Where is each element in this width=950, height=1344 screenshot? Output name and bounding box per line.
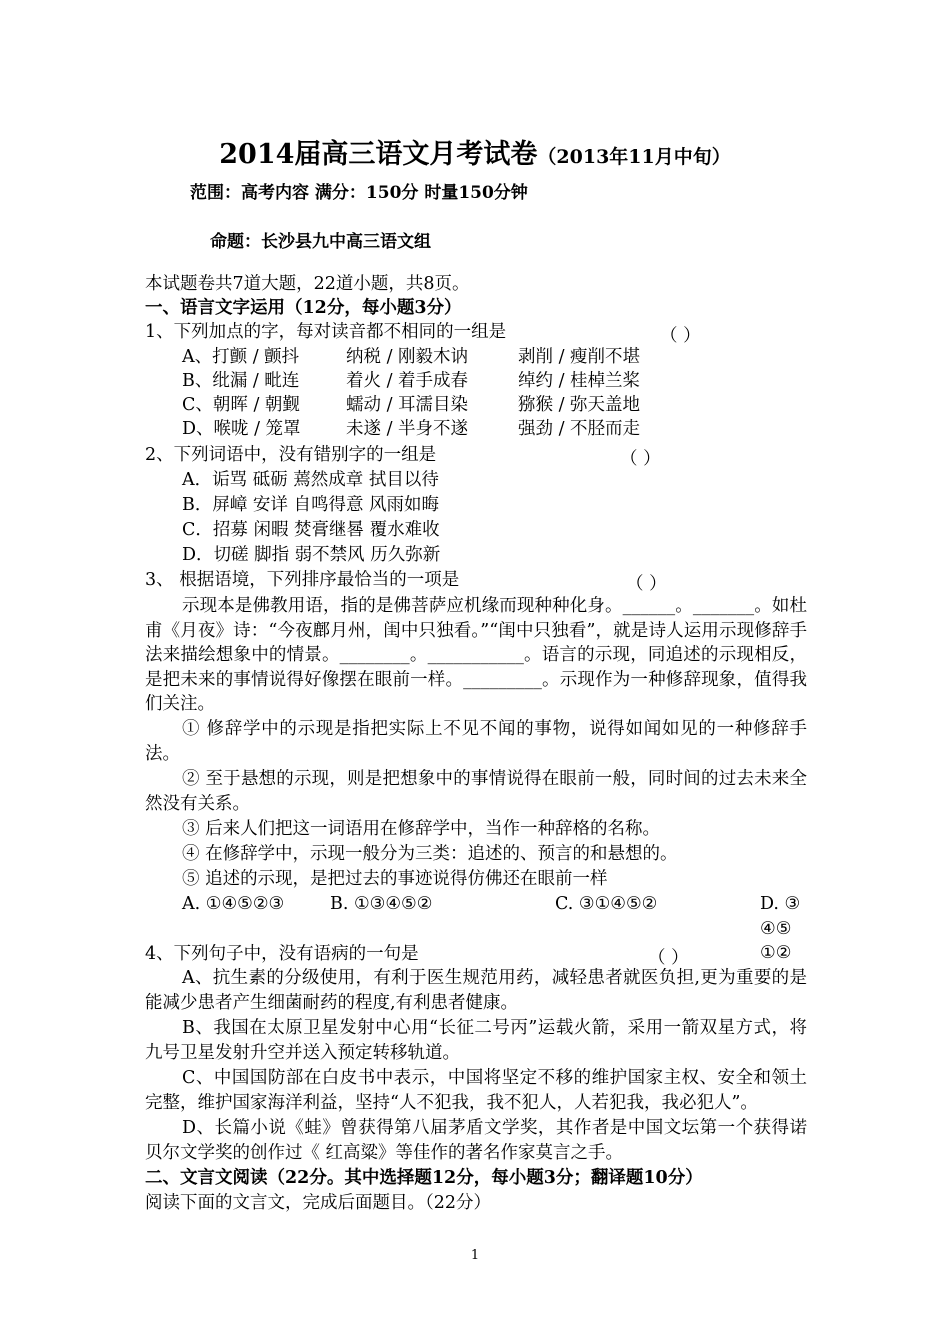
q3-item-4: ④ 在修辞学中，示现一般分为三类：追述的、预言的和悬想的。 <box>182 844 678 864</box>
exam-author: 命题：长沙县九中高三语文组 <box>210 232 431 252</box>
exam-scope: 范围：高考内容 满分：150分 时量150分钟 <box>190 183 528 203</box>
q3-passage: 示现本是佛教用语，指的是佛菩萨应机缘而现种种化身。______。_______。如杜甫《月夜》诗：“今夜鄜月州，闺中只独看。”“闺中只独看”，就是诗人运用示现修辞手法来描绘想象中的情景。________。___________。语言的示现，同追述的示现相反，是把未来的事情说得好像摆在眼前一样。_________。示现作为一种修辞现象，值得我们关注。 <box>145 596 807 714</box>
q3-answer-paren: （ ） <box>626 574 667 594</box>
q3-item-3: ③ 后来人们把这一词语用在修辞学中，当作一种辞格的名称。 <box>182 819 661 839</box>
page-number: 1 <box>470 1248 480 1263</box>
q1-answer-paren: （ ） <box>660 326 701 346</box>
q4-stem: 4、下列句子中，没有语病的一句是 <box>145 944 419 964</box>
q4-answer-paren: （ ） <box>648 948 689 968</box>
q1-option-a-2: 纳税 / 刚毅木讷 <box>346 347 469 367</box>
q1-option-d-1: D、喉咙 / 笼罩 <box>182 419 301 439</box>
q1-option-b-1: B、纰漏 / 毗连 <box>182 371 300 391</box>
q1-option-b-3: 绰约 / 桂棹兰桨 <box>518 371 641 391</box>
q1-option-d-2: 未遂 / 半身不遂 <box>346 419 469 439</box>
q4-option-a: A、抗生素的分级使用，有利于医生规范用药，减轻患者就医负担,更为重要的是能减少患者产生细菌耐药的程度,有利患者健康。 <box>145 968 807 1013</box>
title-main: 2014届高三语文月考试卷 <box>219 139 538 170</box>
intro-text: 本试题卷共7道大题，22道小题，共8页。 <box>145 274 470 294</box>
q3-stem: 3、 根据语境，下列排序最恰当的一项是 <box>145 570 460 590</box>
q3-option-c: C. ③①④⑤② <box>555 894 658 914</box>
q1-option-c-2: 蠕动 / 耳濡目染 <box>346 395 469 415</box>
q1-option-d-3: 强劲 / 不胫而走 <box>518 419 641 439</box>
q2-answer-paren: （ ） <box>620 449 661 469</box>
q2-stem: 2、下列词语中，没有错别字的一组是 <box>145 445 437 465</box>
q1-option-c-3: 猕猴 / 弥天盖地 <box>518 395 641 415</box>
q1-option-a-3: 剥削 / 瘦削不堪 <box>518 347 641 367</box>
title-sub: （2013年11月中旬） <box>537 146 731 168</box>
q3-item-2: ② 至于悬想的示现，则是把想象中的事情说得在眼前一般，同时间的过去未来全然没有关系。 <box>145 769 807 814</box>
section2-instruction: 阅读下面的文言文，完成后面题目。（22分） <box>145 1193 492 1213</box>
section2-heading: 二、文言文阅读（22分。其中选择题12分，每小题3分；翻译题10分） <box>145 1168 703 1188</box>
q1-option-c-1: C、朝晖 / 朝觐 <box>182 395 300 415</box>
q1-option-a-1: A、打颤 / 颤抖 <box>182 347 300 367</box>
q3-option-d: D. ③④⑤①② <box>760 894 801 963</box>
q2-option-a: A．诟骂 砥砺 蔫然成章 拭目以待 <box>182 470 439 490</box>
q4-option-d: D、长篇小说《蛙》曾获得第八届茅盾文学奖，其作者是中国文坛第一个获得诺贝尔文学奖的创作过《 红高粱》等佳作的著名作家莫言之手。 <box>145 1118 807 1163</box>
q2-option-d: D．切磋 脚指 弱不禁风 历久弥新 <box>182 545 441 565</box>
q3-option-a: A. ①④⑤②③ <box>182 894 285 914</box>
q3-item-1: ① 修辞学中的示现是指把实际上不见不闻的事物，说得如闻如见的一种修辞手法。 <box>145 719 807 764</box>
section1-heading: 一、语言文字运用（12分，每小题3分） <box>145 298 462 318</box>
q2-option-c: C．招募 闲暇 焚膏继晷 覆水难收 <box>182 520 440 540</box>
q3-option-b: B. ①③④⑤② <box>330 894 433 914</box>
page-title <box>0 132 950 171</box>
q3-item-5: ⑤ 追述的示现，是把过去的事迹说得仿佛还在眼前一样 <box>182 869 608 889</box>
q1-option-b-2: 着火 / 着手成春 <box>346 371 469 391</box>
q4-option-b: B、我国在太原卫星发射中心用“长征二号丙”运载火箭，采用一箭双星方式，将九号卫星发射升空并送入预定转移轨道。 <box>145 1018 807 1063</box>
q1-stem: 1、下列加点的字，每对读音都不相同的一组是 <box>145 322 507 342</box>
q4-option-c: C、中国国防部在白皮书中表示，中国将坚定不移的维护国家主权、安全和领土完整，维护国家海洋利益，坚持“人不犯我，我不犯人，人若犯我，我必犯人”。 <box>145 1068 807 1113</box>
q2-option-b: B．屏嶂 安详 自鸣得意 风雨如晦 <box>182 495 440 515</box>
